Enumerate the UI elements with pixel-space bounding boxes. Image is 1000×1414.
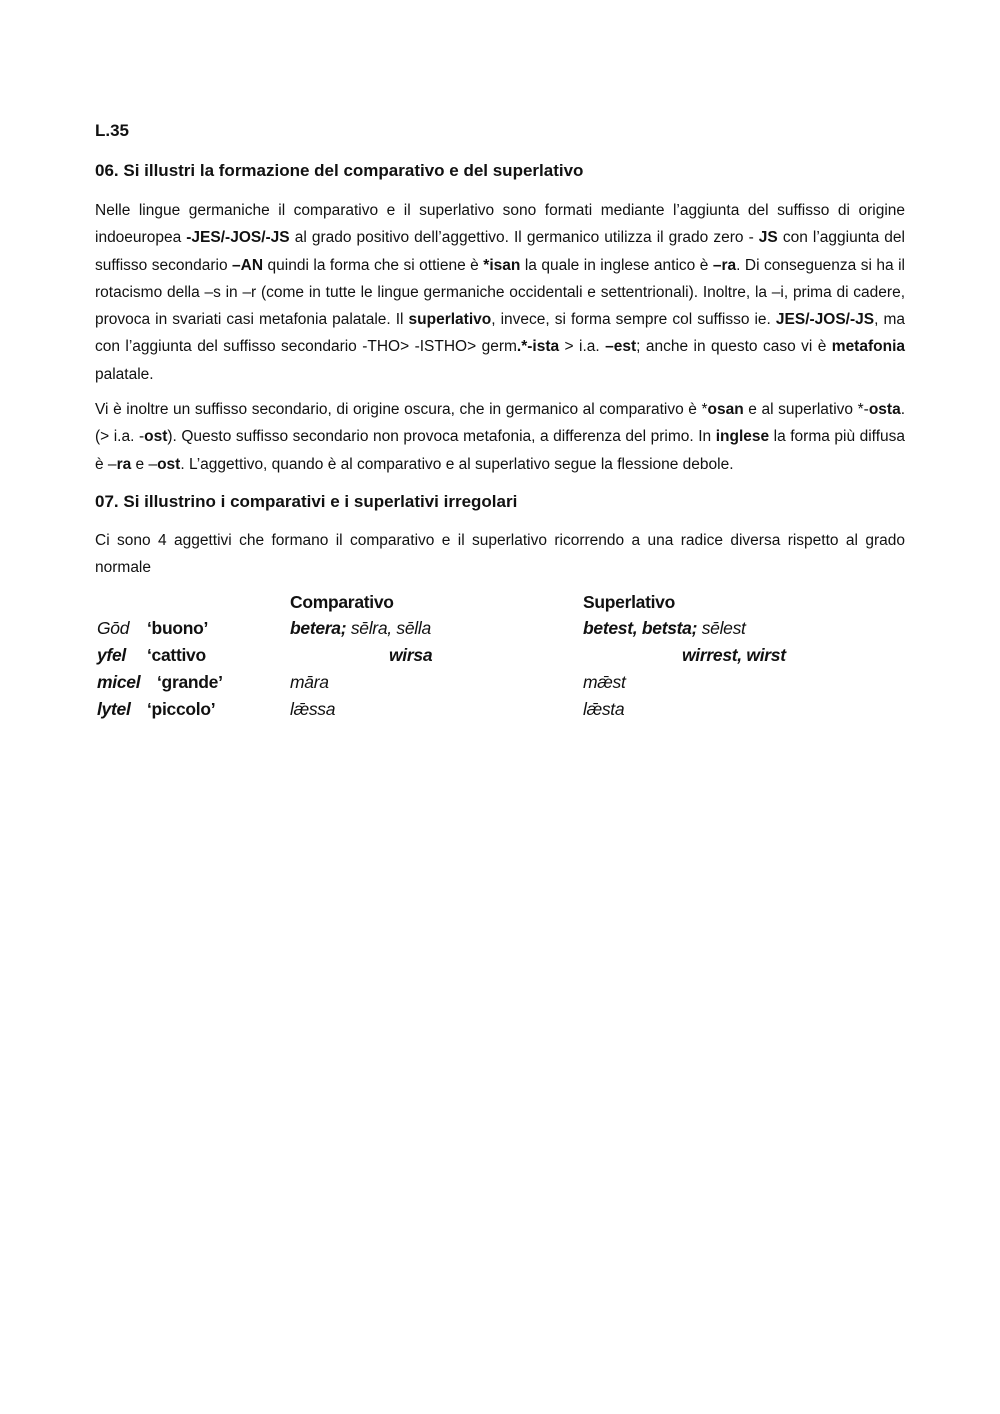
text-run: la quale in inglese antico è <box>520 256 713 274</box>
bold-term: *isan <box>483 256 521 274</box>
superlative-main: wirrest, wirst <box>682 645 786 665</box>
superlative-variant: sēlest <box>697 618 746 638</box>
text-run: Vi è inoltre un suffisso secondario, di origine oscura, che in germanico al comparativo è * <box>95 401 708 418</box>
bold-term: –ra <box>712 256 737 274</box>
text-run: > i.a. <box>559 338 606 356</box>
text-run: quindi la forma che si ottiene è <box>263 256 484 274</box>
bold-term: osta <box>868 401 901 418</box>
bold-term: osan <box>707 401 744 418</box>
superlative-variant: mǣst <box>583 672 626 692</box>
comparative-main: wirsa <box>389 645 433 665</box>
text-run: al grado positivo dell’aggettivo. Il germanico utilizza il grado zero - <box>289 229 759 247</box>
column-header-comparativo: Comparativo <box>290 592 394 612</box>
text-run: . (> i.a. - <box>95 401 905 446</box>
table-row <box>95 645 905 672</box>
section-06-paragraph-1 <box>95 197 905 388</box>
adjective-gloss: ‘grande’ <box>157 672 223 692</box>
bold-term: JS <box>758 229 778 247</box>
bold-term: ost <box>144 428 168 446</box>
lesson-label: L.35 <box>95 121 130 140</box>
adjective-gloss: ‘piccolo’ <box>147 699 216 719</box>
comparative-forms <box>290 618 431 639</box>
bold-term: ra <box>116 455 132 473</box>
text-run: e – <box>131 455 158 473</box>
adjective-gloss: ‘cattivo <box>147 645 206 665</box>
table-row <box>95 699 905 726</box>
bold-term: superlativo <box>408 311 492 329</box>
column-header-superlativo: Superlativo <box>583 592 676 612</box>
comparative-variant: sēlra, sēlla <box>346 618 431 638</box>
text-run: , ma con l’aggiunta del suffisso secondario -THO> -ISTHO> germ <box>95 311 905 356</box>
text-run: la forma più diffusa è – <box>95 428 905 473</box>
text-run: Nelle lingue germaniche il comparativo e il superlativo sono formati mediante l’aggiunta del suffisso di origine indoeuropea <box>95 202 905 247</box>
text-run: . L’aggettivo, quando è al comparativo e al superlativo segue la flessione debole. <box>180 455 734 473</box>
section-06-paragraph-2 <box>95 396 905 478</box>
adjective-word: micel <box>97 672 141 692</box>
text-run: palatale. <box>95 365 154 383</box>
adjective-word: yfel <box>97 645 126 665</box>
section-06-heading: 06. Si illustri la formazione del comparativo e del superlativo <box>95 161 584 180</box>
text-run: e al superlativo *- <box>743 401 869 418</box>
adjective-gloss: ‘buono’ <box>147 618 209 638</box>
table-row <box>95 618 905 645</box>
text-run: . Di conseguenza si ha il rotacismo della –s in –r (come in tutte le lingue germaniche occidentali e settentrionali). Inoltre, la –i, prima di cadere, provoca in svariati casi metafonia palatale. Il <box>95 256 905 329</box>
comparative-variant: lǣssa <box>290 699 336 719</box>
section-07-heading: 07. Si illustrino i comparativi e i superlativi irregolari <box>95 492 518 511</box>
superlative-main: betest, betsta; <box>583 618 698 638</box>
text-run: con l’aggiunta del suffisso secondario <box>95 229 905 274</box>
bold-term: ost <box>157 455 181 473</box>
superlative-forms <box>583 618 746 639</box>
bold-term: inglese <box>715 428 770 446</box>
bold-term: JES/-JOS/-JS <box>775 311 875 329</box>
adjective-word: lytel <box>97 699 131 719</box>
section-07-paragraph: Ci sono 4 aggettivi che formano il comparativo e il superlativo ricorrendo a una radice diversa rispetto al grado normale <box>95 532 905 577</box>
table-row <box>95 672 905 699</box>
adjective-word: Gōd <box>97 618 130 638</box>
text-run: ; anche in questo caso vi è <box>636 338 832 356</box>
text-run: ). Questo suffisso secondario non provoca metafonia, a differenza del primo. In <box>167 428 716 446</box>
comparative-variant: māra <box>290 672 329 692</box>
comparative-main: betera; <box>290 618 347 638</box>
superlative-variant: lǣsta <box>583 699 625 719</box>
bold-term: metafonia <box>831 338 905 356</box>
bold-term: -JES/-JOS/-JS <box>186 229 290 247</box>
text-run: , invece, si forma sempre col suffisso ie. <box>491 311 776 329</box>
bold-term: –AN <box>232 256 264 274</box>
bold-term: .*-ista <box>516 338 560 356</box>
bold-term: –est <box>605 338 637 356</box>
